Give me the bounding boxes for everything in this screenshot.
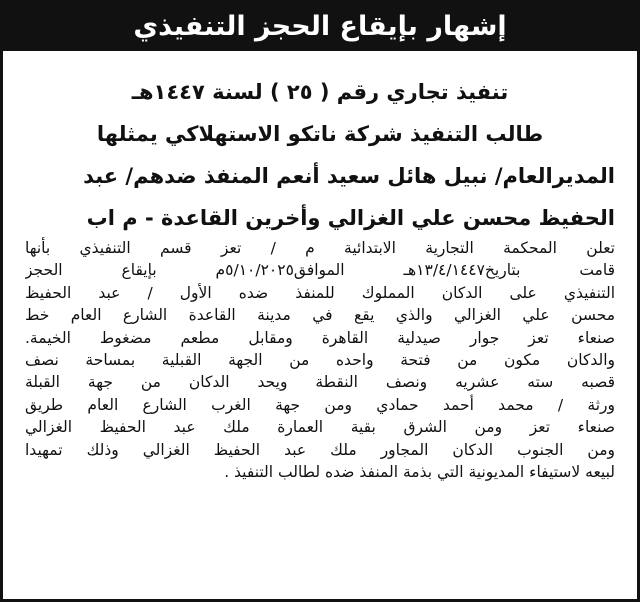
body-line: صنعاء تعز ومن الشرق بقية العمارة ملك عبد الحفيظ الغزالي	[25, 418, 615, 437]
defendants-line: الحفيظ محسن علي الغزالي وأخرين القاعدة - م اب	[86, 206, 615, 230]
body-line: التنفيذي على الدكان المملوك للمنفذ ضده الأول / عبد الحفيظ	[25, 283, 615, 302]
body-line: لبيعه لاستيفاء المديونية التي بذمة المنفذ ضده لطالب التنفيذ .	[224, 462, 615, 481]
title-bar	[3, 3, 637, 51]
notice-title: إشهار بإيقاع الحجز التنفيذي	[133, 11, 507, 42]
parties-line: المديرالعام/ نبيل هائل سعيد أنعم المنفذ ضدهم/ عبد	[83, 164, 615, 188]
body-line: قصبه سته عشريه ونصف النقطة ويحد الدكان من جهة القبلة	[25, 373, 615, 392]
body-line: محسن علي الغزالي والذي يقع في مدينة القاعدة الشارع العام خط	[25, 306, 615, 325]
body-line: والدكان مكون من فتحة واحده من الجهة القبلية بمساحة نصف	[25, 350, 615, 369]
case-headline	[25, 71, 615, 239]
body-line: صنعاء تعز جوار صيدلية القاهرة ومقابل مطعم مضغوط الخيمة.	[25, 328, 615, 347]
body-line: تعلن المحكمة التجارية الابتدائية م / تعز قسم التنفيذي بأنها	[25, 239, 615, 257]
body-line: ورثة / محمد أحمد حمادي ومن جهة الغرب الشارع العام طريق	[25, 395, 615, 414]
case-number-line: تنفيذ تجاري رقم ( ٢٥ ) لسنة ١٤٤٧هـ	[131, 80, 509, 104]
plaintiff-line: طالب التنفيذ شركة ناتكو الاستهلاكي يمثلها	[96, 122, 544, 146]
body-line: قامت بتاريخ١٣/٤/١٤٤٧هـ الموافق٥/١٠/٢٠٢٥م بإيقاع الحجز	[25, 261, 615, 280]
notice-body	[25, 237, 615, 483]
body-line: ومن الجنوب الدكان المجاور ملك عبد الحفيظ الغزالي وذلك تمهيدا	[25, 440, 615, 459]
